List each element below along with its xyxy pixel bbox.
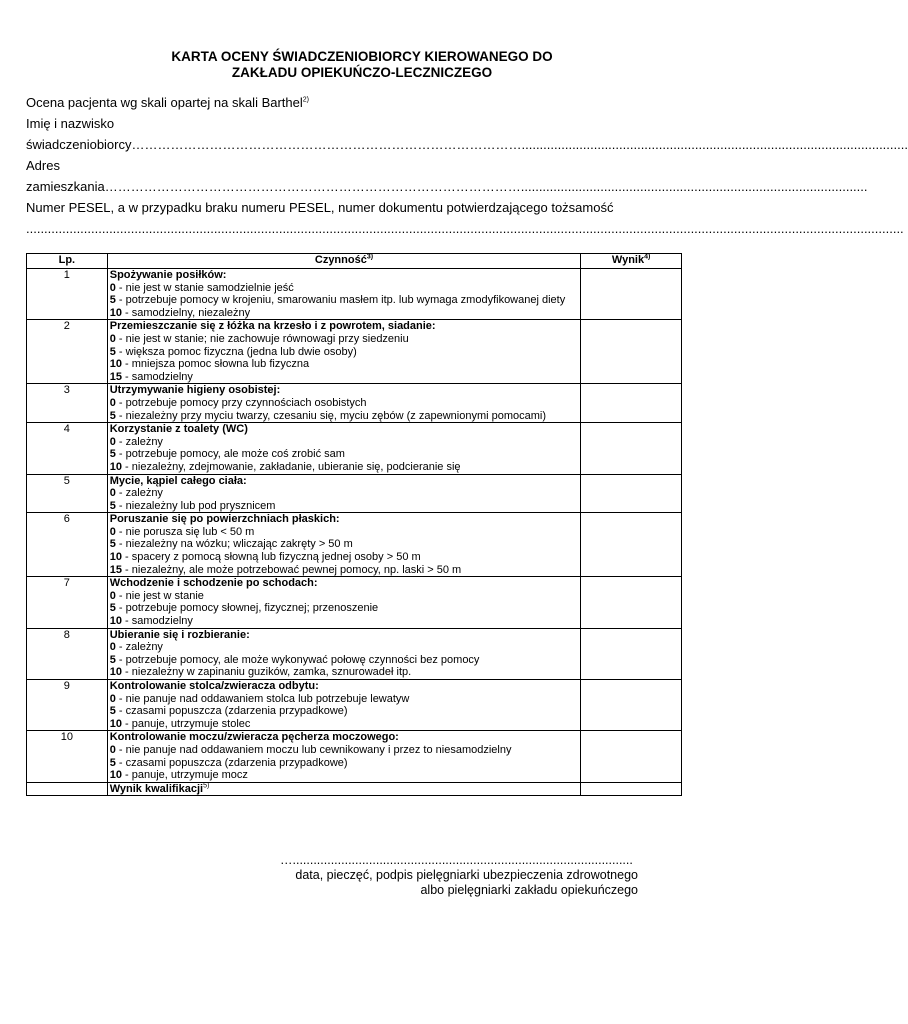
score-description: - potrzebuje pomocy przy czynnościach osobistych xyxy=(115,396,367,409)
table-row xyxy=(27,628,682,679)
score-value: 0 xyxy=(109,641,116,654)
score-description: - czasami popuszcza (zdarzenia przypadkowe) xyxy=(115,705,348,718)
signature-caption-line1: data, pieczęć, podpis pielęgniarki ubezpieczenia zdrowotnego xyxy=(295,868,638,882)
score-option xyxy=(110,307,578,320)
score-option xyxy=(110,615,578,628)
score-description: - spacery z pomocą słowną lub fizyczną jednej osoby > 50 m xyxy=(121,551,421,564)
activity-cell xyxy=(107,628,580,679)
score-option xyxy=(110,551,578,564)
score-option xyxy=(110,358,578,371)
activity-cell xyxy=(107,384,580,423)
score-option xyxy=(110,500,578,513)
barthel-table xyxy=(26,253,682,796)
score-value: 10 xyxy=(109,666,122,679)
score-description: - panuje, utrzymuje stolec xyxy=(121,717,251,730)
summary-row xyxy=(27,782,682,796)
activity-cell xyxy=(107,474,580,513)
header-result xyxy=(581,254,682,269)
address-label: Adres xyxy=(26,158,60,173)
summary-label: Wynik kwalifikacji xyxy=(109,782,204,795)
result-cell[interactable] xyxy=(581,731,682,782)
score-description: - niezależny w zapinaniu guzików, zamka, sznurowadeł itp. xyxy=(121,666,412,679)
activity-title: Mycie, kąpiel całego ciała: xyxy=(109,474,247,487)
score-option xyxy=(110,590,578,603)
score-value: 10 xyxy=(109,306,122,319)
result-cell[interactable] xyxy=(581,269,682,320)
activity-cell xyxy=(107,513,580,577)
score-value: 5 xyxy=(109,653,116,666)
activity-cell xyxy=(107,731,580,782)
activity-title: Kontrolowanie moczu/zwieracza pęcherza moczowego: xyxy=(109,731,399,744)
score-description: - nie jest w stanie; nie zachowuje równowagi przy siedzeniu xyxy=(115,332,409,345)
score-description: - czasami popuszcza (zdarzenia przypadkowe) xyxy=(115,756,348,769)
header-activity-label: Czynność xyxy=(314,254,367,266)
score-value: 0 xyxy=(109,525,116,538)
score-value: 10 xyxy=(109,615,122,628)
activity-cell xyxy=(107,423,580,474)
address-field-line[interactable] xyxy=(26,176,868,197)
table-row xyxy=(27,731,682,782)
score-option xyxy=(110,718,578,731)
score-value: 15 xyxy=(109,563,122,576)
score-value: 5 xyxy=(109,705,116,718)
score-value: 0 xyxy=(109,435,116,448)
address-dots: ……………………………………………………………………………………................................................................................................ xyxy=(104,179,868,194)
score-value: 5 xyxy=(109,756,116,769)
row-number: 7 xyxy=(27,577,108,628)
score-value: 5 xyxy=(109,409,116,422)
activity-title: Korzystanie z toalety (WC) xyxy=(109,423,248,436)
score-option xyxy=(110,769,578,782)
score-value: 10 xyxy=(109,717,122,730)
score-option xyxy=(110,666,578,679)
row-number: 5 xyxy=(27,474,108,513)
footnote-5: 5) xyxy=(203,782,210,790)
result-cell[interactable] xyxy=(581,577,682,628)
score-description: - nie porusza się lub < 50 m xyxy=(115,525,255,538)
score-option xyxy=(110,526,578,539)
score-description: - potrzebuje pomocy, ale może coś zrobić sam xyxy=(115,448,345,461)
score-description: - mniejsza pomoc słowna lub fizyczna xyxy=(121,358,310,371)
score-description: - potrzebuje pomocy słownej, fizycznej; przenoszenie xyxy=(115,602,379,615)
summary-result-cell[interactable] xyxy=(581,782,682,796)
activity-cell xyxy=(107,320,580,384)
activity-title: Utrzymywanie higieny osobistej: xyxy=(109,384,281,397)
summary-lp-cell xyxy=(27,782,108,796)
document-title-line2: ZAKŁADU OPIEKUŃCZO-LECZNICZEGO xyxy=(231,65,493,80)
name-label: Imię i nazwisko xyxy=(26,116,115,131)
row-number: 6 xyxy=(27,513,108,577)
document-title xyxy=(0,49,724,81)
score-description: - niezależny na wózku; wliczając zakręty > 50 m xyxy=(115,538,353,551)
score-value: 0 xyxy=(109,692,116,705)
score-value: 0 xyxy=(109,281,116,294)
row-number: 4 xyxy=(27,423,108,474)
score-value: 10 xyxy=(109,769,122,782)
score-description: - większa pomoc fizyczna (jedna lub dwie osoby) xyxy=(115,345,357,358)
score-description: - nie jest w stanie xyxy=(115,589,204,602)
address-prefix: zamieszkania xyxy=(26,179,105,194)
row-number: 1 xyxy=(27,269,108,320)
name-dots: ………………………………………………………………………………........................................................................................................... xyxy=(131,137,908,152)
result-cell[interactable] xyxy=(581,423,682,474)
score-option xyxy=(110,410,578,423)
score-value: 5 xyxy=(109,499,116,512)
summary-label-cell xyxy=(107,782,580,796)
score-value: 10 xyxy=(109,460,122,473)
result-cell[interactable] xyxy=(581,628,682,679)
score-option xyxy=(110,564,578,577)
table-row xyxy=(27,269,682,320)
score-option xyxy=(110,371,578,384)
score-value: 0 xyxy=(109,396,116,409)
score-value: 0 xyxy=(109,487,116,500)
score-option xyxy=(110,538,578,551)
result-cell[interactable] xyxy=(581,474,682,513)
score-value: 5 xyxy=(109,294,116,307)
score-option xyxy=(110,654,578,667)
score-description: - niezależny lub pod prysznicem xyxy=(115,499,276,512)
table-row xyxy=(27,513,682,577)
footnote-2: 2) xyxy=(302,96,309,104)
score-description: - potrzebuje pomocy w krojeniu, smarowaniu masłem itp. lub wymaga zmodyfikowanej diety xyxy=(115,294,566,307)
score-description: - niezależny, zdejmowanie, zakładanie, ubieranie się, podcieranie się xyxy=(121,460,461,473)
score-value: 5 xyxy=(109,448,116,461)
score-value: 0 xyxy=(109,743,116,756)
row-number: 3 xyxy=(27,384,108,423)
signature-caption-line2: albo pielęgniarki zakładu opiekuńczego xyxy=(420,883,638,897)
score-option xyxy=(110,436,578,449)
result-cell[interactable] xyxy=(581,320,682,384)
score-option xyxy=(110,397,578,410)
document-title-line1: KARTA OCENY ŚWIADCZENIOBIORCY KIEROWANEGO DO xyxy=(171,49,553,64)
score-description: - samodzielny xyxy=(121,615,193,628)
result-cell[interactable] xyxy=(581,384,682,423)
row-number: 8 xyxy=(27,628,108,679)
header-lp: Lp. xyxy=(27,254,108,269)
score-option xyxy=(110,705,578,718)
score-value: 5 xyxy=(109,602,116,615)
result-cell[interactable] xyxy=(581,513,682,577)
activity-title: Poruszanie się po powierzchniach płaskich: xyxy=(109,513,340,526)
score-option xyxy=(110,487,578,500)
score-value: 10 xyxy=(109,358,122,371)
pesel-label: Numer PESEL, a w przypadku braku numeru PESEL, numer dokumentu potwierdzającego tożsamość xyxy=(26,200,614,215)
score-option xyxy=(110,602,578,615)
score-option xyxy=(110,448,578,461)
activity-title: Wchodzenie i schodzenie po schodach: xyxy=(109,577,318,590)
activity-cell xyxy=(107,577,580,628)
score-option xyxy=(110,294,578,307)
score-option xyxy=(110,282,578,295)
activity-title: Ubieranie się i rozbieranie: xyxy=(109,628,250,641)
score-option xyxy=(110,757,578,770)
signature-line[interactable]: ….................................................................................................. xyxy=(280,853,633,867)
table-row xyxy=(27,384,682,423)
score-description: - nie panuje nad oddawaniem stolca lub potrzebuje lewatyw xyxy=(115,692,410,705)
header-result-label: Wynik xyxy=(611,254,645,266)
score-description: - samodzielny xyxy=(121,370,193,383)
score-description: - samodzielny, niezależny xyxy=(121,306,251,319)
score-value: 0 xyxy=(109,332,116,345)
pesel-field-line[interactable]: ................................................................................................................................................................................................................................................... xyxy=(26,221,904,236)
score-description: - panuje, utrzymuje mocz xyxy=(121,769,248,782)
score-option xyxy=(110,346,578,359)
table-row xyxy=(27,577,682,628)
activity-cell xyxy=(107,680,580,731)
score-description: - zależny xyxy=(115,435,163,448)
table-header-row xyxy=(27,254,682,269)
score-description: - niezależny przy myciu twarzy, czesaniu się, myciu zębów (z zapewnionymi pomocami) xyxy=(115,409,547,422)
table-row xyxy=(27,680,682,731)
score-option xyxy=(110,744,578,757)
activity-cell xyxy=(107,269,580,320)
score-description: - potrzebuje pomocy, ale może wykonywać połowę czynności bez pomocy xyxy=(115,653,480,666)
score-description: - niezależny, ale może potrzebować pewnej pomocy, np. laski > 50 m xyxy=(121,563,462,576)
score-value: 5 xyxy=(109,538,116,551)
name-field-line[interactable] xyxy=(26,134,908,155)
footnote-3: 3) xyxy=(366,253,374,261)
score-value: 10 xyxy=(109,551,122,564)
row-number: 10 xyxy=(27,731,108,782)
assessment-line xyxy=(26,92,686,113)
score-value: 15 xyxy=(109,370,122,383)
header-activity xyxy=(107,254,580,269)
activity-title: Przemieszczanie się z łóżka na krzesło i z powrotem, siadanie: xyxy=(109,320,436,333)
table-row xyxy=(27,320,682,384)
assessment-label: Ocena pacjenta wg skali opartej na skali Barthel xyxy=(26,95,303,110)
score-option xyxy=(110,693,578,706)
score-description: - zależny xyxy=(115,487,163,500)
score-value: 5 xyxy=(109,345,116,358)
score-description: - nie panuje nad oddawaniem moczu lub cewnikowany i przez to niesamodzielny xyxy=(115,743,512,756)
row-number: 2 xyxy=(27,320,108,384)
score-option xyxy=(110,461,578,474)
name-prefix: świadczeniobiorcy xyxy=(26,137,132,152)
table-row xyxy=(27,474,682,513)
activity-title: Spożywanie posiłków: xyxy=(109,269,227,281)
result-cell[interactable] xyxy=(581,680,682,731)
score-description: - zależny xyxy=(115,641,163,654)
table-row xyxy=(27,423,682,474)
patient-info-section xyxy=(26,92,908,239)
row-number: 9 xyxy=(27,680,108,731)
score-description: - nie jest w stanie samodzielnie jeść xyxy=(115,281,294,294)
signature-block xyxy=(280,853,638,898)
score-option xyxy=(110,641,578,654)
score-value: 0 xyxy=(109,589,116,602)
score-option xyxy=(110,333,578,346)
footnote-4: 4) xyxy=(644,253,651,261)
activity-title: Kontrolowanie stolca/zwieracza odbytu: xyxy=(109,680,319,692)
